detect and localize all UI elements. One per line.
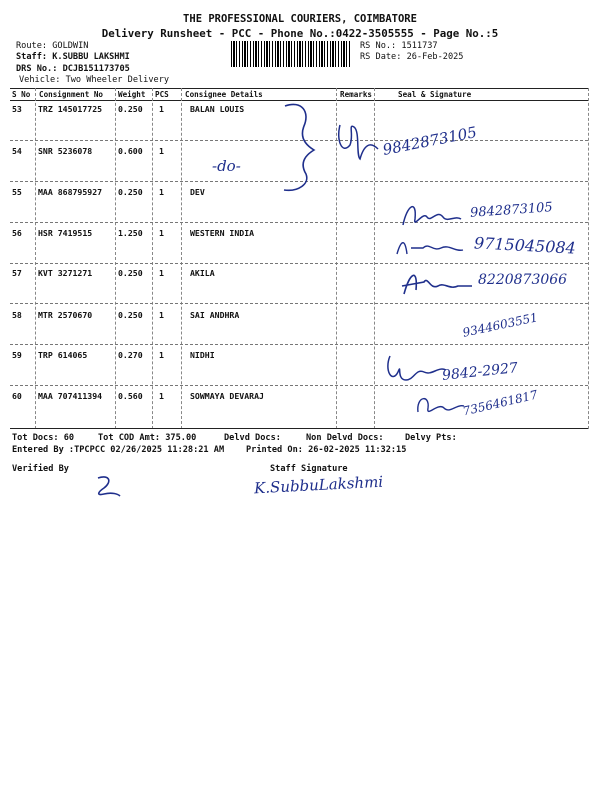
row-consignee: NIDHI [190,350,215,360]
row-divider [10,385,588,386]
rs-number: RS No.: 1511737 [360,41,438,51]
col-header-sno: S No [12,90,31,99]
row-consignee: SOWMAYA DEVARAJ [190,391,264,401]
ditto-mark: -do- [212,157,241,175]
col-header-consignee: Consignee Details [185,90,263,99]
row-consignment-no: KVT 3271271 [38,268,93,278]
row-sno: 58 [12,310,22,320]
company-title: THE PROFESSIONAL COURIERS, COIMBATORE [183,13,417,25]
staff-handwritten-signature: K.SubbuLakshmi [253,472,384,498]
row-weight: 0.270 [118,350,143,360]
row-divider [10,263,588,264]
drs-number: DRS No.: DCJB151173705 [16,64,130,74]
row-sno: 55 [12,187,22,197]
signature-scribble [412,390,467,420]
row-sno: 56 [12,228,22,238]
handwritten-phone: 7356461817 [461,387,539,419]
row-divider [10,222,588,223]
row-sno: 54 [12,146,22,156]
row-consignment-no: MTR 2570670 [38,310,93,320]
vehicle-label: Vehicle: Two Wheeler Delivery [19,75,170,85]
row-consignment-no: TRZ 145017725 [38,104,103,114]
row-pcs: 1 [159,228,164,238]
row-consignment-no: SNR 5236078 [38,146,93,156]
row-pcs: 1 [159,104,164,114]
row-sno: 53 [12,104,22,114]
row-weight: 0.250 [118,104,143,114]
row-consignment-no: MAA 707411394 [38,391,103,401]
row-weight: 0.250 [118,268,143,278]
row-weight: 1.250 [118,228,143,238]
row-pcs: 1 [159,146,164,156]
runsheet-subtitle: Delivery Runsheet - PCC - Phone No.:0422-3505555 - Page No.:5 [101,27,499,40]
row-consignment-no: HSR 7419515 [38,228,93,238]
row-weight: 0.250 [118,187,143,197]
row-pcs: 1 [159,391,164,401]
handwritten-phone: 8220873066 [478,272,568,288]
row-divider [10,303,588,304]
handwritten-phone: 9715045084 [473,233,577,258]
signature-scribble [393,234,468,260]
col-header-consignment: Consignment No [39,90,104,99]
non-delivered-docs: Non Delvd Docs: [306,433,384,443]
row-sno: 57 [12,268,22,278]
signature-scribble [380,350,450,390]
col-header-weight: Weight [118,90,146,99]
row-consignee: AKILA [190,268,215,278]
signature-scribble [398,266,478,300]
row-consignee: DEV [190,187,205,197]
row-consignee: WESTERN INDIA [190,228,255,238]
barcode-image [231,41,351,67]
printed-on: Printed On: 26-02-2025 11:32:15 [246,445,407,455]
entered-by: Entered By :TPCPCC 02/26/2025 11:28:21 AM [12,445,225,455]
row-pcs: 1 [159,310,164,320]
row-sno: 59 [12,350,22,360]
verifier-signature [90,472,126,502]
total-docs: Tot Docs: 60 [12,433,75,443]
col-divider [588,88,589,429]
handwritten-phone: 9842873105 [469,200,554,221]
row-divider [10,344,588,345]
verified-by-label: Verified By [12,464,69,474]
delivery-points: Delvy Pts: [405,433,457,443]
col-header-remarks: Remarks [340,90,373,99]
row-consignment-no: TRP 614065 [38,350,88,360]
row-sno: 60 [12,391,22,401]
staff-label: Staff: K.SUBBU LAKSHMI [16,52,130,62]
handwritten-phone: 9344603551 [461,310,539,340]
row-consignment-no: MAA 868795927 [38,187,103,197]
row-consignee: BALAN LOUIS [190,104,245,114]
row-weight: 0.560 [118,391,143,401]
table-top-rule [10,88,588,89]
row-consignee: SAI ANDHRA [190,310,240,320]
col-header-seal: Seal & Signature [398,90,472,99]
row-pcs: 1 [159,187,164,197]
route-label: Route: GOLDWIN [16,41,89,51]
rs-date: RS Date: 26-Feb-2025 [360,52,464,62]
handwritten-phone: 9842-2927 [441,360,519,384]
delivered-docs: Delvd Docs: [224,433,281,443]
staff-signature-label: Staff Signature [270,464,348,474]
handwritten-phone: 9842873105 [381,123,479,159]
col-header-pcs: PCS [155,90,169,99]
table-bottom-rule [10,428,588,429]
row-pcs: 1 [159,350,164,360]
signature-scribble [397,195,467,235]
row-pcs: 1 [159,268,164,278]
row-weight: 0.600 [118,146,143,156]
row-weight: 0.250 [118,310,143,320]
total-cod-amount: Tot COD Amt: 375.00 [98,433,197,443]
